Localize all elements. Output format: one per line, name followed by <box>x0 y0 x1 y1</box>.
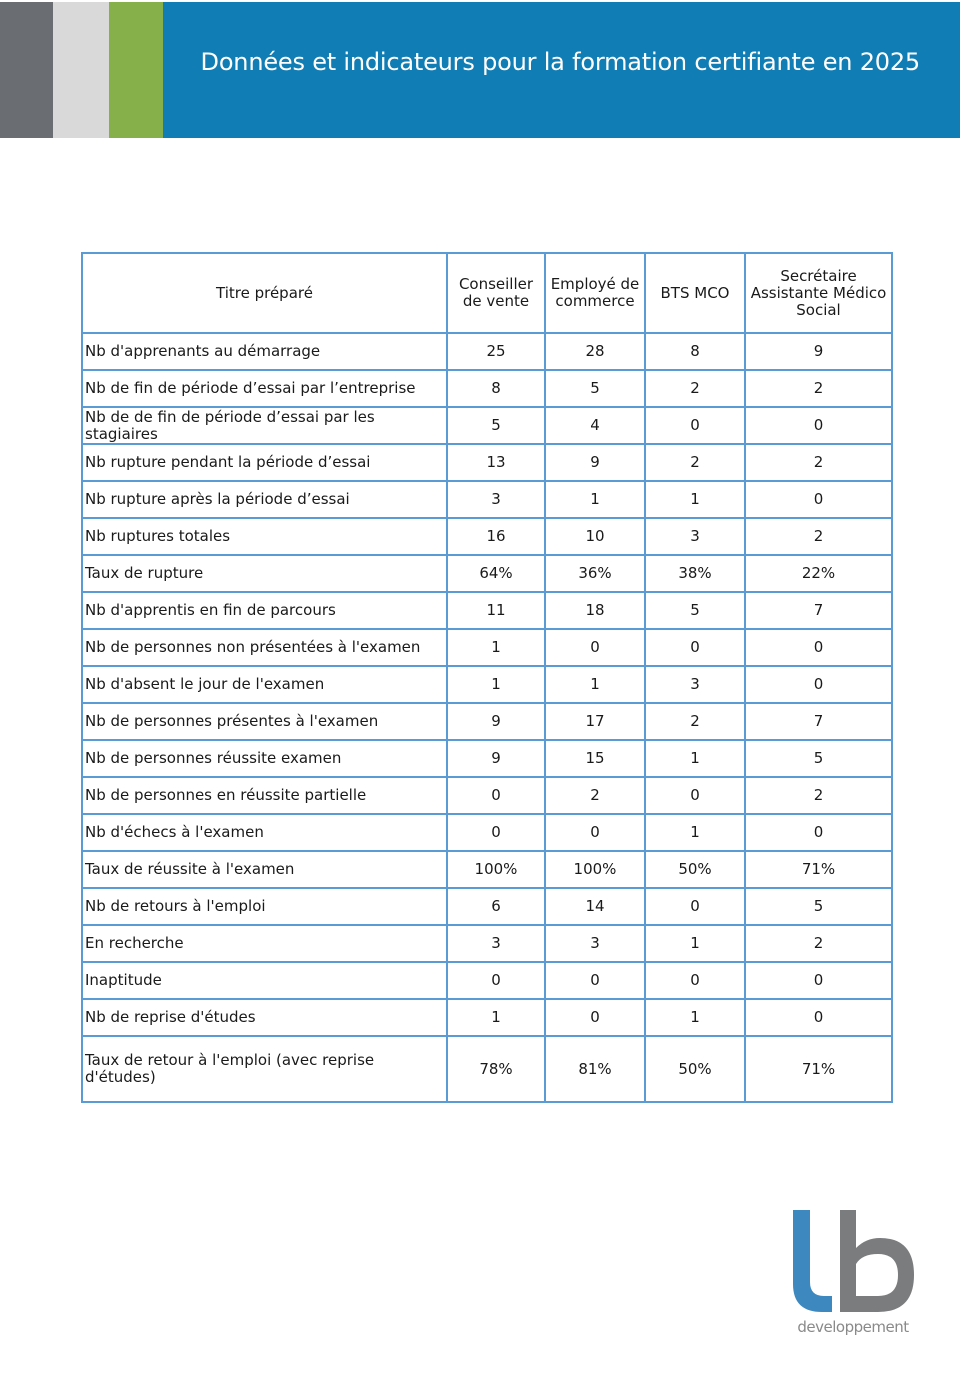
row-label: Nb de personnes non présentées à l'examen <box>82 629 447 666</box>
cell-value: 0 <box>745 481 892 518</box>
cell-value: 5 <box>645 592 745 629</box>
cell-value: 38% <box>645 555 745 592</box>
cell-value: 0 <box>645 407 745 444</box>
cell-value: 9 <box>447 740 545 777</box>
logo-text: developpement <box>797 1318 909 1336</box>
stripe-dark-gray <box>0 2 53 138</box>
row-label: Taux de retour à l'emploi (avec reprise d'études) <box>82 1036 447 1102</box>
cell-value: 3 <box>645 518 745 555</box>
indicators-table <box>81 252 893 1103</box>
row-label: Nb d'apprentis en fin de parcours <box>82 592 447 629</box>
header-banner <box>0 2 960 138</box>
table-row <box>82 592 892 629</box>
cell-value: 2 <box>545 777 645 814</box>
row-label: Nb ruptures totales <box>82 518 447 555</box>
table-row <box>82 666 892 703</box>
cell-value: 1 <box>447 999 545 1036</box>
cell-value: 10 <box>545 518 645 555</box>
cell-value: 2 <box>745 444 892 481</box>
cell-value: 11 <box>447 592 545 629</box>
cell-value: 5 <box>545 370 645 407</box>
column-header: Employé de commerce <box>545 253 645 333</box>
cell-value: 0 <box>447 777 545 814</box>
cell-value: 64% <box>447 555 545 592</box>
cell-value: 0 <box>745 999 892 1036</box>
cell-value: 3 <box>447 925 545 962</box>
cell-value: 1 <box>447 629 545 666</box>
cell-value: 28 <box>545 333 645 370</box>
cell-value: 7 <box>745 703 892 740</box>
row-label: Taux de rupture <box>82 555 447 592</box>
cell-value: 1 <box>645 814 745 851</box>
cell-value: 1 <box>545 666 645 703</box>
table-row <box>82 333 892 370</box>
table-header-row <box>82 253 892 333</box>
cell-value: 2 <box>645 444 745 481</box>
cell-value: 71% <box>745 1036 892 1102</box>
cell-value: 9 <box>447 703 545 740</box>
table-row <box>82 777 892 814</box>
row-label: Taux de réussite à l'examen <box>82 851 447 888</box>
cell-value: 81% <box>545 1036 645 1102</box>
table-row <box>82 629 892 666</box>
cell-value: 8 <box>645 333 745 370</box>
table-row <box>82 407 892 444</box>
cell-value: 0 <box>447 962 545 999</box>
row-label: Nb d'apprenants au démarrage <box>82 333 447 370</box>
table-row <box>82 555 892 592</box>
cell-value: 22% <box>745 555 892 592</box>
row-label: Nb de personnes en réussite partielle <box>82 777 447 814</box>
page-title: Données et indicateurs pour la formation certifiante en 2025 <box>200 48 920 76</box>
cell-value: 1 <box>545 481 645 518</box>
table-row <box>82 814 892 851</box>
column-header: Secrétaire Assistante Médico Social <box>745 253 892 333</box>
cell-value: 5 <box>745 888 892 925</box>
row-label: Nb d'absent le jour de l'examen <box>82 666 447 703</box>
cell-value: 9 <box>545 444 645 481</box>
table-row <box>82 370 892 407</box>
cell-value: 7 <box>745 592 892 629</box>
table-row <box>82 740 892 777</box>
cell-value: 0 <box>645 888 745 925</box>
cell-value: 1 <box>645 925 745 962</box>
column-header: Conseiller de vente <box>447 253 545 333</box>
cell-value: 0 <box>545 814 645 851</box>
stripe-green <box>109 2 163 138</box>
row-label: Nb de personnes réussite examen <box>82 740 447 777</box>
cell-value: 2 <box>645 703 745 740</box>
table-row <box>82 518 892 555</box>
table-row <box>82 851 892 888</box>
cell-value: 14 <box>545 888 645 925</box>
cell-value: 2 <box>745 777 892 814</box>
cell-value: 2 <box>645 370 745 407</box>
cell-value: 5 <box>447 407 545 444</box>
cell-value: 50% <box>645 1036 745 1102</box>
row-label: Nb de retours à l'emploi <box>82 888 447 925</box>
row-label: Inaptitude <box>82 962 447 999</box>
table-row <box>82 925 892 962</box>
cell-value: 3 <box>447 481 545 518</box>
row-label: Nb rupture après la période d’essai <box>82 481 447 518</box>
row-label: En recherche <box>82 925 447 962</box>
cell-value: 15 <box>545 740 645 777</box>
table-row <box>82 1036 892 1102</box>
company-logo <box>788 1208 922 1340</box>
cell-value: 100% <box>447 851 545 888</box>
cell-value: 2 <box>745 518 892 555</box>
cell-value: 0 <box>745 962 892 999</box>
cell-value: 0 <box>745 407 892 444</box>
cell-value: 9 <box>745 333 892 370</box>
cell-value: 0 <box>545 962 645 999</box>
column-header: BTS MCO <box>645 253 745 333</box>
row-label: Nb de reprise d'études <box>82 999 447 1036</box>
cell-value: 50% <box>645 851 745 888</box>
cell-value: 0 <box>447 814 545 851</box>
cell-value: 18 <box>545 592 645 629</box>
column-header: Titre préparé <box>82 253 447 333</box>
cell-value: 2 <box>745 370 892 407</box>
cell-value: 4 <box>545 407 645 444</box>
cell-value: 0 <box>745 666 892 703</box>
row-label: Nb de personnes présentes à l'examen <box>82 703 447 740</box>
table-row <box>82 999 892 1036</box>
cell-value: 78% <box>447 1036 545 1102</box>
cell-value: 1 <box>645 999 745 1036</box>
row-label: Nb de fin de période d’essai par l’entreprise <box>82 370 447 407</box>
cell-value: 1 <box>645 740 745 777</box>
row-label: Nb de de fin de période d’essai par les stagiaires <box>82 407 447 444</box>
cell-value: 1 <box>447 666 545 703</box>
lb-logo-icon <box>788 1208 922 1318</box>
row-label: Nb d'échecs à l'examen <box>82 814 447 851</box>
cell-value: 17 <box>545 703 645 740</box>
table-row <box>82 444 892 481</box>
cell-value: 13 <box>447 444 545 481</box>
cell-value: 0 <box>645 962 745 999</box>
cell-value: 0 <box>645 777 745 814</box>
cell-value: 16 <box>447 518 545 555</box>
table-row <box>82 962 892 999</box>
table-row <box>82 888 892 925</box>
cell-value: 0 <box>745 814 892 851</box>
cell-value: 1 <box>645 481 745 518</box>
cell-value: 0 <box>545 629 645 666</box>
cell-value: 0 <box>645 629 745 666</box>
cell-value: 3 <box>645 666 745 703</box>
cell-value: 6 <box>447 888 545 925</box>
cell-value: 8 <box>447 370 545 407</box>
row-label: Nb rupture pendant la période d’essai <box>82 444 447 481</box>
stripe-light-gray <box>53 2 109 138</box>
cell-value: 3 <box>545 925 645 962</box>
cell-value: 25 <box>447 333 545 370</box>
cell-value: 2 <box>745 925 892 962</box>
table-row <box>82 703 892 740</box>
cell-value: 5 <box>745 740 892 777</box>
cell-value: 0 <box>545 999 645 1036</box>
cell-value: 71% <box>745 851 892 888</box>
cell-value: 100% <box>545 851 645 888</box>
cell-value: 36% <box>545 555 645 592</box>
cell-value: 0 <box>745 629 892 666</box>
table-row <box>82 481 892 518</box>
